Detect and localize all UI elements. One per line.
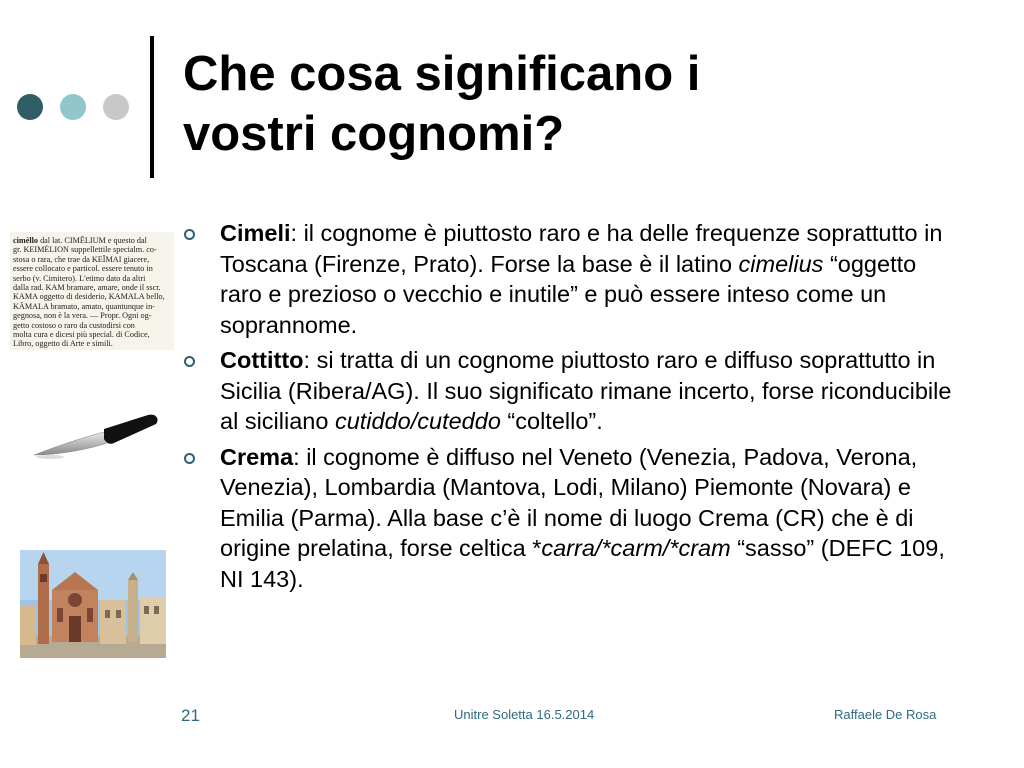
footer-event: Unitre Soletta 16.5.2014 — [454, 707, 595, 722]
slide-title — [183, 44, 943, 164]
bullet-circle-icon — [184, 356, 195, 367]
dict-line: Libro, oggetto di Arte e simili. — [13, 339, 113, 349]
surname-term: Crema — [220, 443, 294, 470]
item-text: : il cognome è piuttosto raro e ha delle frequenze soprattutto in Toscana (Firenze, Prato). Forse la base è il latino — [220, 220, 943, 277]
dictionary-page-image — [10, 232, 174, 350]
dict-line: dalla rad. KAM bramare, amare, onde il sscr. — [13, 283, 161, 293]
item-text: “oggetto raro e prezioso o vecchio e inutile” e può essere inteso come un soprannome. — [220, 250, 917, 338]
item-italic: cimelius — [738, 250, 824, 277]
item-italic: carra/*carm/*cram — [541, 535, 731, 561]
decorative-dot-dark — [17, 94, 43, 120]
dict-line: KÂMALA bramato, amato, quantunque in- — [13, 301, 155, 311]
bullet-circle-icon — [184, 229, 195, 240]
bullet-circle-icon — [184, 453, 195, 464]
knife-image — [30, 405, 160, 465]
dict-line: getto costoso o raro da custodirsi con — [13, 320, 135, 330]
footer-author: Raffaele De Rosa — [834, 707, 937, 722]
title-divider — [150, 36, 154, 178]
bullet-list — [183, 218, 953, 599]
dict-line: gegnosa, non è la vera. — Propr. Ogni og- — [13, 311, 152, 321]
title-line-1: Che cosa significano i — [183, 47, 701, 101]
item-text: “coltello”. — [500, 408, 603, 434]
decorative-dot-mid — [60, 94, 86, 120]
list-item — [183, 345, 953, 437]
surname-term: Cimeli — [220, 220, 291, 246]
dict-line: gr. KEIMÉLION suppellettile specialm. co- — [13, 245, 157, 255]
list-item — [183, 442, 953, 595]
dict-line: KAMA oggetto di desiderio, KAMALA bello, — [13, 292, 165, 302]
decorative-dot-light — [103, 94, 129, 120]
dict-line: essere collocato e particol. essere tenuto in — [13, 264, 153, 274]
dict-line: cimèllo dal lat. CIMĒLIUM e questo dal — [13, 236, 147, 245]
item-text: : il cognome è diffuso nel Veneto (Venezia, Padova, Verona, Venezia), Lombardia (Mantova, Lodi, Milano) Piemonte (Novara) e Emilia (Parma). Alla base c’è il nome di luogo Crema (CR) che è di origine prelatina, forse celtica * — [220, 443, 918, 561]
list-item — [183, 218, 953, 340]
item-text: “sasso” (DEFC 109, NI 143). — [220, 535, 945, 592]
crema-cathedral-image — [20, 550, 166, 658]
item-text: : si tratta di un cognome piuttosto raro e diffuso soprattutto in Sicilia (Ribera/AG). Il suo significato rimane incerto, forse riconducibile al siciliano — [220, 347, 952, 434]
dict-line: molta cura e dicesi più special. di Codice, — [13, 330, 150, 340]
page-number: 21 — [181, 706, 200, 725]
surname-term: Cottitto — [220, 347, 304, 373]
title-line-2: vostri cognomi? — [183, 107, 565, 161]
dict-line: stosa o rara, che trae da KEÎMAI giacere, — [13, 254, 150, 264]
item-italic: cutiddo/cuteddo — [334, 408, 501, 434]
dict-line: serbo (v. Cimitero). L'etimo dato da altri — [13, 273, 146, 283]
